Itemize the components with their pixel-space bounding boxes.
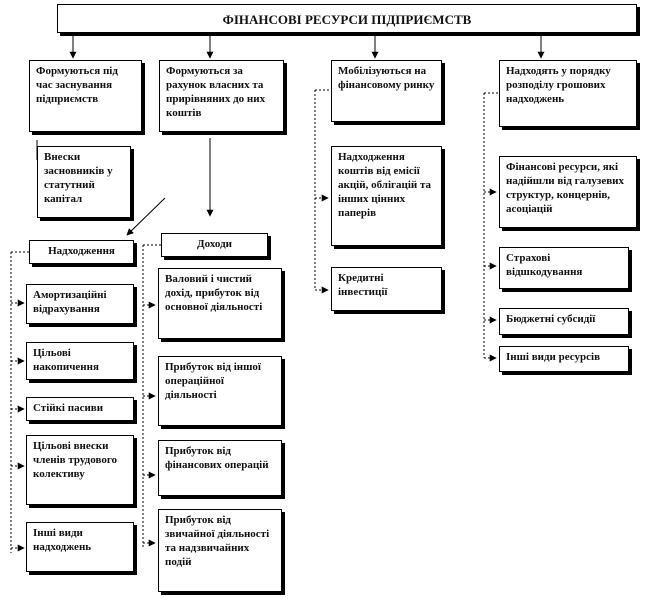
income-item: Прибуток від звичайної діяльності та надзвичайних подій bbox=[158, 509, 282, 592]
branch-founding: Формуються під час заснування підприємств bbox=[29, 60, 142, 132]
branch-financial-market: Мобілізуються на фінансовому ринку bbox=[331, 60, 442, 122]
receipt-item: Цільові накопичення bbox=[26, 342, 134, 380]
income-item: Валовий і чистий дохід, прибуток від основної діяльності bbox=[158, 268, 282, 339]
securities-issue: Надходження коштів від емісії акцій, облігацій та інших цінних паперів bbox=[331, 146, 442, 246]
receipt-item: Стійкі пасиви bbox=[26, 397, 134, 421]
receipt-item: Амортизаційні відрахування bbox=[26, 284, 134, 324]
credit-investments: Кредитні інвестиції bbox=[331, 267, 442, 311]
founders-contributions: Внески засновників у статутний капітал bbox=[37, 146, 131, 218]
other-resources: Інші види ресурсів bbox=[499, 346, 629, 372]
branch-own-funds: Формуються за рахунок власних та прирівняних до них коштів bbox=[159, 60, 284, 132]
industry-structures-resources: Фінансові ресурси, які надійшли від галузевих структур, концернів, асоціацій bbox=[499, 156, 637, 228]
receipt-item: Цільові внески членів трудового колективу bbox=[26, 435, 134, 505]
income-item: Прибуток від іншої операційної діяльності bbox=[158, 356, 282, 426]
branch-redistribution: Надходять у порядку розподілу грошових надходжень bbox=[499, 60, 637, 127]
receipts-header: Надходження bbox=[29, 240, 134, 264]
insurance-compensation: Страхові відшкодування bbox=[499, 247, 629, 289]
page-title: ФІНАНСОВІ РЕСУРСИ ПІДПРИЄМСТВ bbox=[57, 4, 637, 33]
receipt-item: Інші види надходжень bbox=[26, 522, 134, 572]
budget-subsidies: Бюджетні субсидії bbox=[499, 308, 629, 335]
income-header: Доходи bbox=[161, 233, 268, 257]
income-item: Прибуток від фінансових операцій bbox=[158, 440, 282, 496]
